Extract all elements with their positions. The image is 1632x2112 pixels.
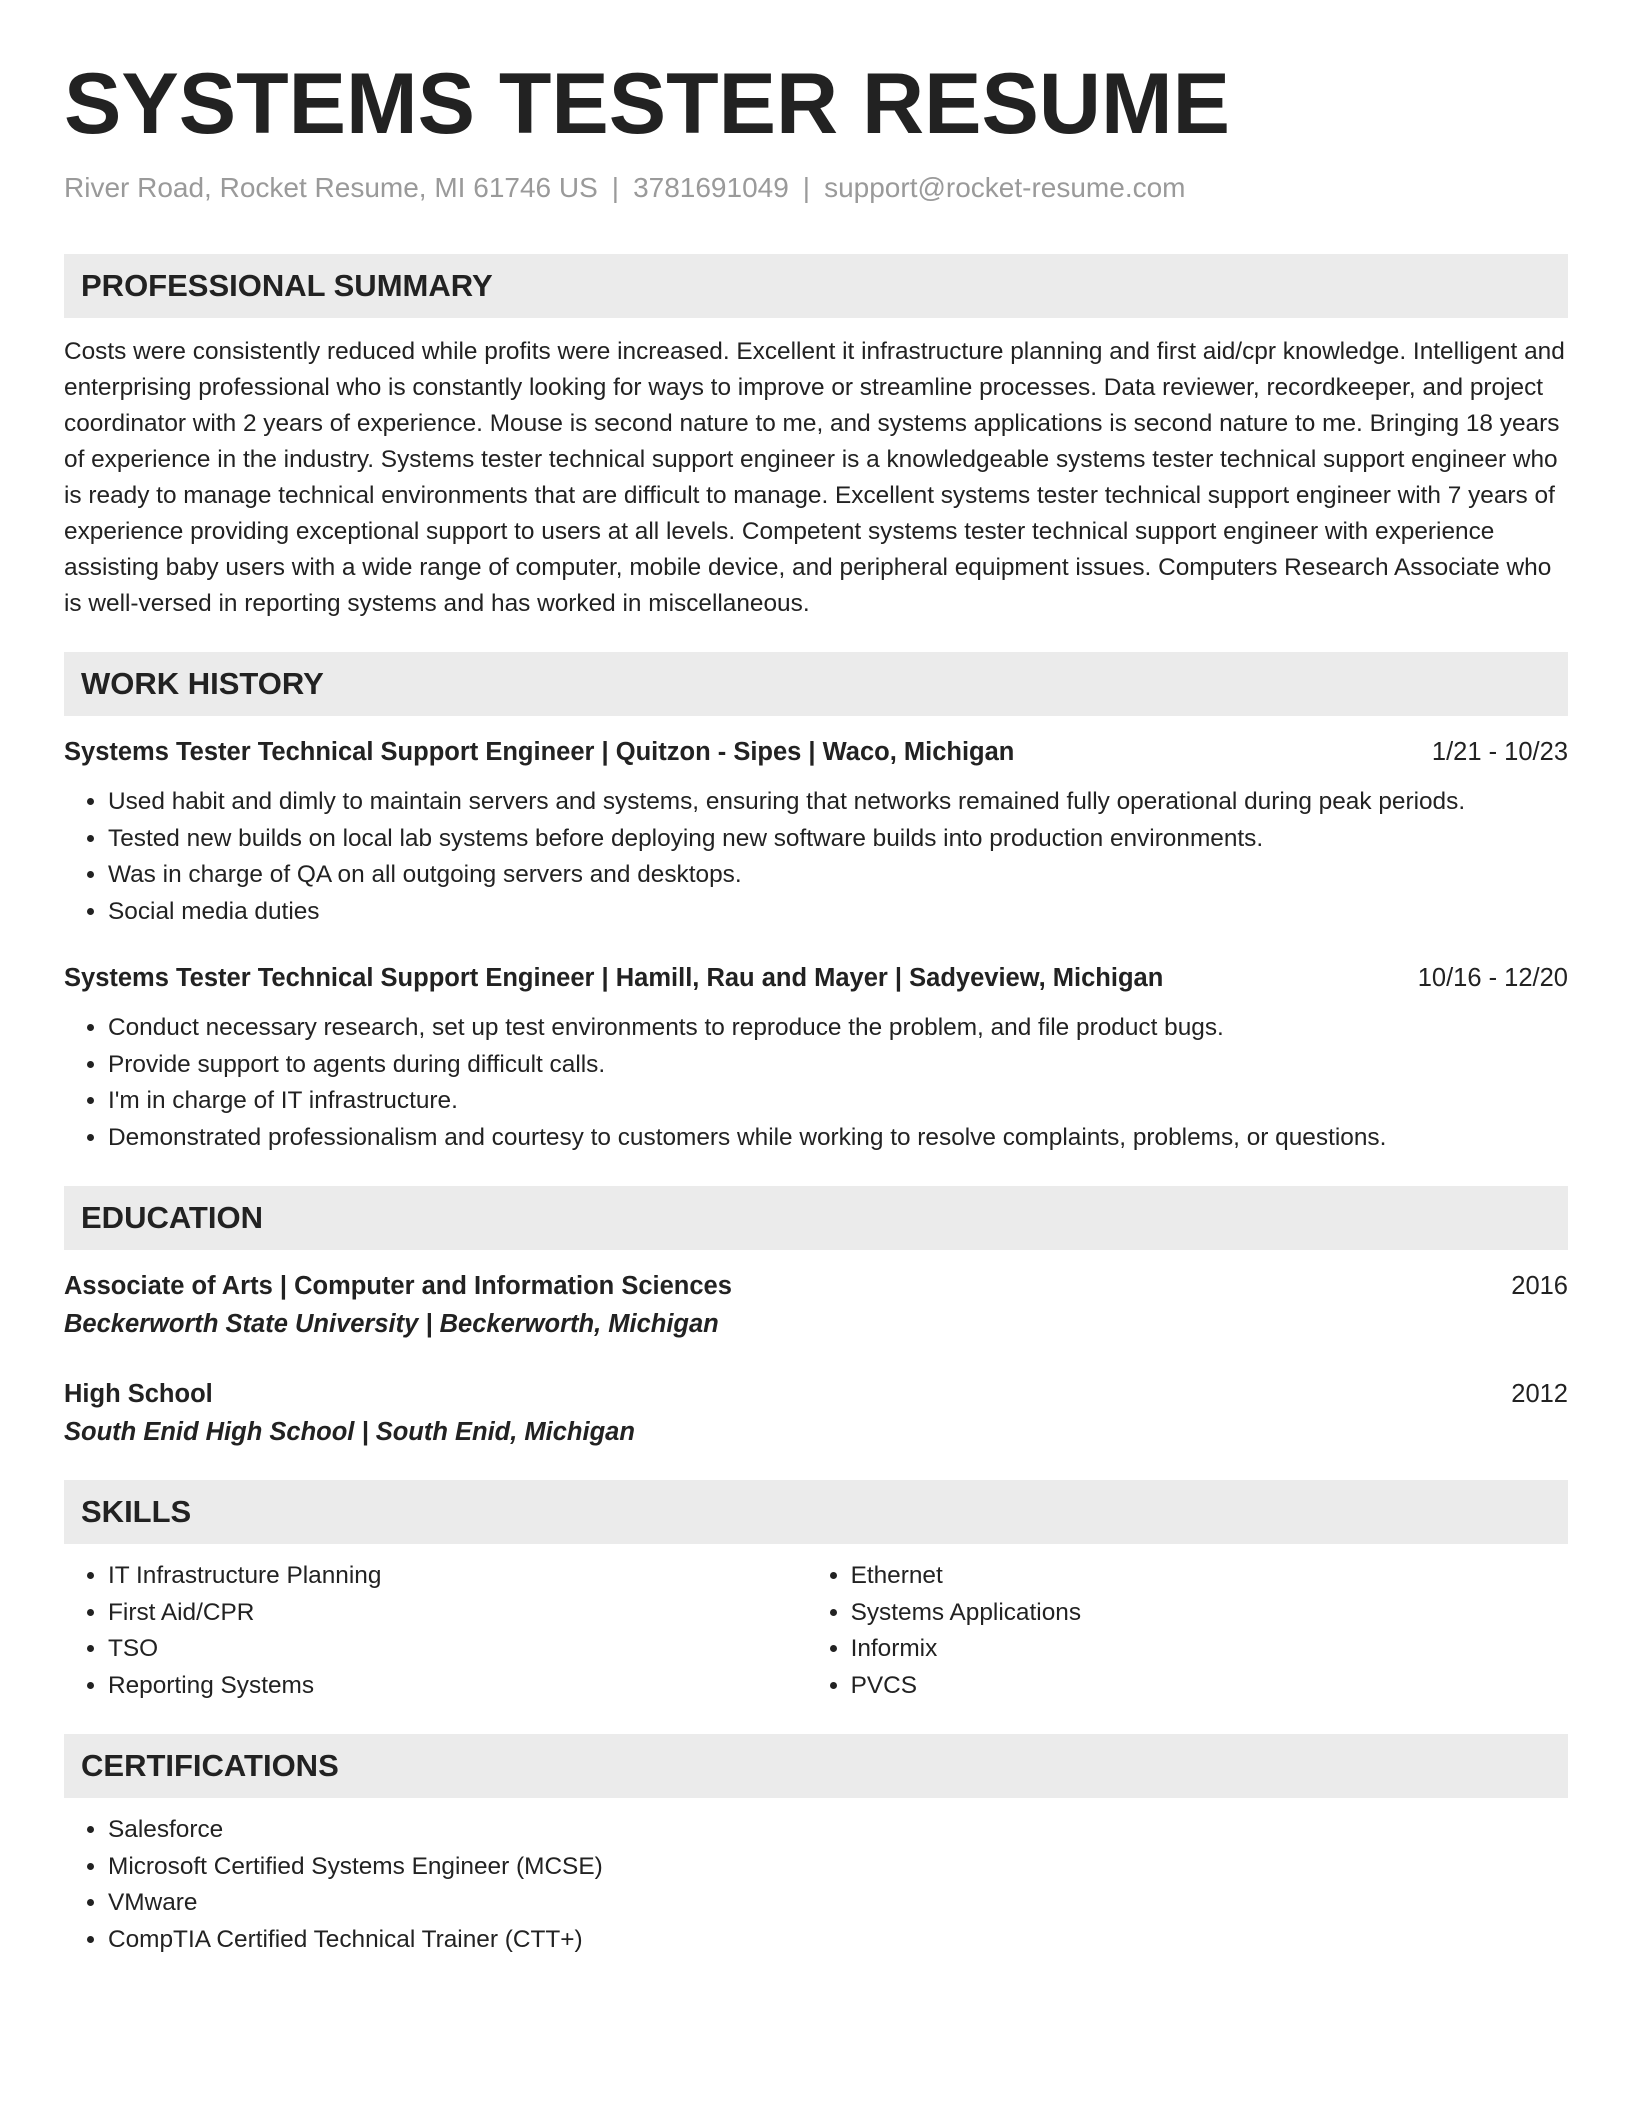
job-entry <box>64 960 1568 1156</box>
job-bullet: • Conduct necessary research, set up test environments to reproduce the problem, and file product bugs. <box>108 1010 1568 1047</box>
job-bullet-list <box>64 1010 1568 1156</box>
education-header <box>64 1268 1568 1304</box>
skills-list-right <box>807 1558 1568 1704</box>
job-dates: 1/21 - 10/23 <box>1431 738 1568 766</box>
education-entry <box>64 1268 1568 1342</box>
job-header <box>64 960 1568 996</box>
job-bullet: • Provide support to agents during difficult calls. <box>108 1047 1568 1084</box>
job-title: Systems Tester Technical Support Engineer | Hamill, Rau and Mayer | Sadyeview, Michigan <box>64 964 1164 992</box>
job-dates: 10/16 - 12/20 <box>1417 964 1568 992</box>
contact-address: River Road, Rocket Resume, MI 61746 US <box>64 172 598 203</box>
job-bullet: • Demonstrated professionalism and courtesy to customers while working to resolve complaints, problems, or questions. <box>108 1120 1568 1157</box>
job-bullet: • Tested new builds on local lab systems before deploying new software builds into production environments. <box>108 821 1568 858</box>
section-heading-education: EDUCATION <box>64 1186 1568 1250</box>
contact-separator: | <box>611 172 620 203</box>
skill-item: • IT Infrastructure Planning <box>108 1558 807 1595</box>
certification-item: • VMware <box>108 1885 1568 1922</box>
summary-text: Costs were consistently reduced while profits were increased. Excellent it infrastructure planning and first aid/cpr knowledge. Intelligent and enterprising professional who is constantly looking for ways to improve or streamline processes. Data reviewer, recordkeeper, and project coordinator with 2 years of experience. Mouse is second nature to me, and systems applications is second nature to me. Bringing 18 years of experience in the industry. Systems tester technical support engineer is a knowledgeable systems tester technical support engineer who is ready to manage technical environments that are difficult to manage. Excellent systems tester technical support engineer with 7 years of experience providing exceptional support to users at all levels. Competent systems tester technical support engineer with experience assisting baby users with a wide range of computer, mobile device, and peripheral equipment issues. Computers Research Associate who is well-versed in reporting systems and has worked in miscellaneous. <box>64 338 1565 617</box>
contact-email[interactable]: support@rocket-resume.com <box>824 172 1186 203</box>
job-bullet: • Was in charge of QA on all outgoing servers and desktops. <box>108 857 1568 894</box>
skill-item: • Systems Applications <box>851 1595 1568 1632</box>
skills-grid <box>64 1558 1568 1704</box>
contact-phone: 3781691049 <box>633 172 789 203</box>
contact-line <box>64 170 1568 206</box>
certification-item: • Salesforce <box>108 1812 1568 1849</box>
section-heading-certifications: CERTIFICATIONS <box>64 1734 1568 1798</box>
job-bullet: • I'm in charge of IT infrastructure. <box>108 1083 1568 1120</box>
education-degree: Associate of Arts | Computer and Information Sciences <box>64 1272 732 1300</box>
education-year: 2012 <box>1511 1380 1568 1408</box>
skill-item: • TSO <box>108 1631 807 1668</box>
certification-item: • Microsoft Certified Systems Engineer (MCSE) <box>108 1849 1568 1886</box>
skill-item: • First Aid/CPR <box>108 1595 807 1632</box>
certification-list <box>64 1812 1568 1958</box>
skills-list-left <box>64 1558 807 1704</box>
job-bullet: • Used habit and dimly to maintain servers and systems, ensuring that networks remained fully operational during peak periods. <box>108 784 1568 821</box>
education-school: Beckerworth State University | Beckerworth, Michigan <box>64 1310 719 1338</box>
job-bullet: • Social media duties <box>108 894 1568 931</box>
certification-item: • CompTIA Certified Technical Trainer (CTT+) <box>108 1922 1568 1959</box>
skill-item: • Informix <box>851 1631 1568 1668</box>
section-heading-skills: SKILLS <box>64 1480 1568 1544</box>
job-bullet-list <box>64 784 1568 930</box>
education-header <box>64 1376 1568 1412</box>
contact-separator: | <box>802 172 811 203</box>
skill-item: • PVCS <box>851 1668 1568 1705</box>
skill-item: • Reporting Systems <box>108 1668 807 1705</box>
job-title: Systems Tester Technical Support Engineer | Quitzon - Sipes | Waco, Michigan <box>64 738 1015 766</box>
job-entry <box>64 734 1568 930</box>
education-school: South Enid High School | South Enid, Michigan <box>64 1418 635 1446</box>
skill-item: • Ethernet <box>851 1558 1568 1595</box>
section-heading-work-history: WORK HISTORY <box>64 652 1568 716</box>
education-year: 2016 <box>1511 1272 1568 1300</box>
resume-title: SYSTEMS TESTER RESUME <box>64 56 1230 152</box>
education-entry <box>64 1376 1568 1450</box>
job-header <box>64 734 1568 770</box>
education-degree: High School <box>64 1380 213 1408</box>
section-heading-summary: PROFESSIONAL SUMMARY <box>64 254 1568 318</box>
